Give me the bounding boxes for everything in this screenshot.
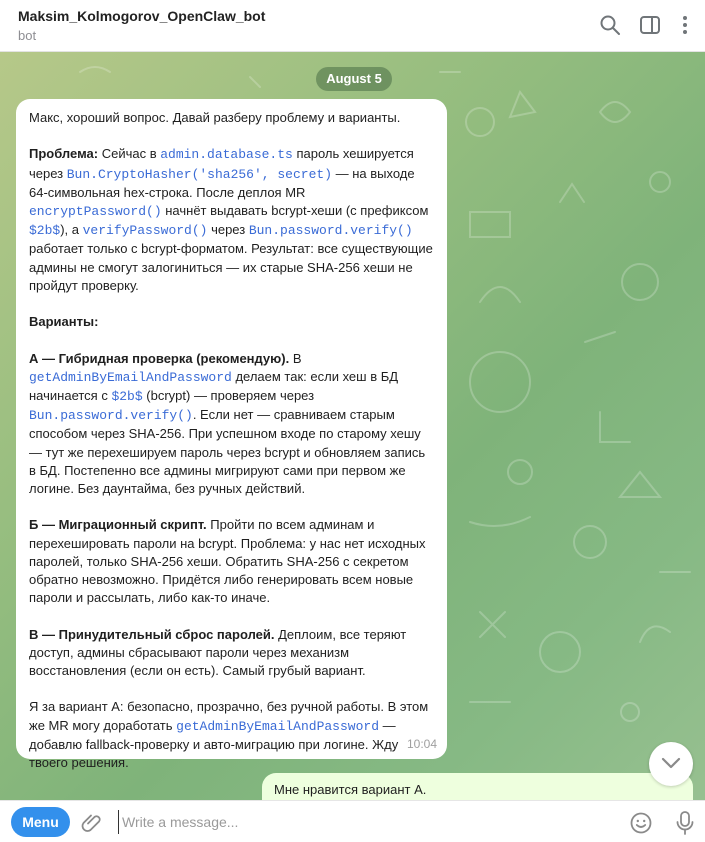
code-span[interactable]: encryptPassword(): [29, 204, 162, 219]
message-input[interactable]: [118, 810, 598, 834]
code-span[interactable]: getAdminByEmailAndPassword: [176, 718, 379, 734]
code-span[interactable]: getAdminByEmailAndPassword: [29, 369, 232, 385]
text-span: — на выходе 64-символьная hex-строка. После деплоя MR: [29, 165, 415, 200]
option-b-heading: Б — Миграционный скрипт.: [29, 517, 207, 533]
code-span[interactable]: $2b$: [111, 389, 143, 404]
more-vertical-icon[interactable]: [674, 14, 696, 36]
chat-area[interactable]: [0, 52, 705, 800]
chat-subtitle: bot: [18, 28, 37, 43]
chat-header: [0, 0, 705, 52]
incoming-message-bubble[interactable]: [16, 99, 447, 771]
text-span: работает только с bcrypt-форматом. Результат: все существующие админы не смогут залогиниться — их старые SHA-256 хеши не пройдут проверку.: [29, 241, 433, 293]
option-c-paragraph: [29, 626, 434, 681]
text-span: Я за вариант А: безопасно, прозрачно, без ручной работы. В этом же MR могу доработать: [29, 699, 429, 733]
scroll-down-button[interactable]: [649, 742, 693, 786]
menu-button[interactable]: Menu: [11, 807, 70, 837]
outgoing-message-bubble[interactable]: [262, 773, 693, 800]
option-c-heading: В — Принудительный сброс паролей.: [29, 626, 275, 642]
message-problem-paragraph: [29, 145, 434, 295]
problem-heading: Проблема:: [29, 146, 99, 162]
text-span: ), а: [60, 222, 83, 238]
code-span[interactable]: Bun.password.verify(): [29, 408, 193, 424]
variants-heading-text: Варианты:: [29, 314, 99, 330]
code-span[interactable]: admin.database.ts: [160, 147, 293, 163]
message-timestamp: 10:04: [406, 736, 437, 751]
text-span: Пройти по всем админам и перехешировать пароли на bcrypt. Проблема: у нас нет исходных паролей, только SHA-256 хеши. Обратить SHA-256 с секретом обратно невозможно. Придётся либо генерировать всем новые пароли и рассылать, либо как-то иначе.: [29, 517, 426, 606]
emoji-icon[interactable]: [629, 811, 653, 835]
text-span: начнёт выдавать bcrypt-хеши (с префиксом: [161, 203, 429, 218]
text-span: делаем так: если хеш в БД начинается с: [29, 368, 399, 403]
option-a-heading: А — Гибридная проверка (рекомендую).: [29, 350, 290, 366]
option-b-paragraph: [29, 516, 434, 607]
outgoing-message-text: Мне нравится вариант А.: [274, 782, 427, 797]
text-span: (bcrypt) — проверяем через: [142, 388, 315, 403]
paperclip-icon[interactable]: [80, 811, 104, 835]
text-span: через: [207, 222, 249, 238]
sidebar-toggle-icon[interactable]: [639, 14, 661, 36]
code-span[interactable]: Bun.password.verify(): [248, 223, 413, 239]
text-span: — добавлю fallback-проверку и авто-миграцию при логине. Жду твоего решения.: [29, 717, 399, 771]
conclusion-paragraph: [29, 698, 434, 772]
text-span: . Если нет — сравниваем старым способом через SHA-256. При успешном входе по старому хешу — тут же перехешируем пароль через bcrypt и обновляем запись в БД. Постепенно все админы мигрируют сами при первом же логине. Без даунтайма, без ручных действий.: [29, 407, 426, 497]
variants-heading: [29, 313, 434, 331]
message-intro: Макс, хороший вопрос. Давай разберу проблему и варианты.: [29, 110, 401, 125]
chevron-down-icon: [661, 756, 681, 770]
text-span: Сейчас в: [98, 146, 161, 162]
text-span: Деплоим, все теряют доступ, админы сбрасывают пароли через механизм восстановления (если он есть). Самый грубый вариант.: [29, 626, 407, 679]
code-span[interactable]: Bun.CryptoHasher('sha256', secret): [66, 166, 332, 182]
code-span[interactable]: verifyPassword(): [82, 223, 208, 239]
message-composer: [0, 800, 705, 842]
search-icon[interactable]: [599, 14, 621, 36]
option-a-paragraph: [29, 350, 434, 499]
date-separator: August 5: [316, 67, 392, 91]
text-span: пароль хешируется через: [29, 146, 414, 181]
chat-title[interactable]: Maksim_Kolmogorov_OpenClaw_bot: [18, 8, 266, 24]
text-span: В: [289, 350, 302, 366]
code-span[interactable]: $2b$: [29, 223, 61, 239]
microphone-icon[interactable]: [673, 810, 697, 836]
